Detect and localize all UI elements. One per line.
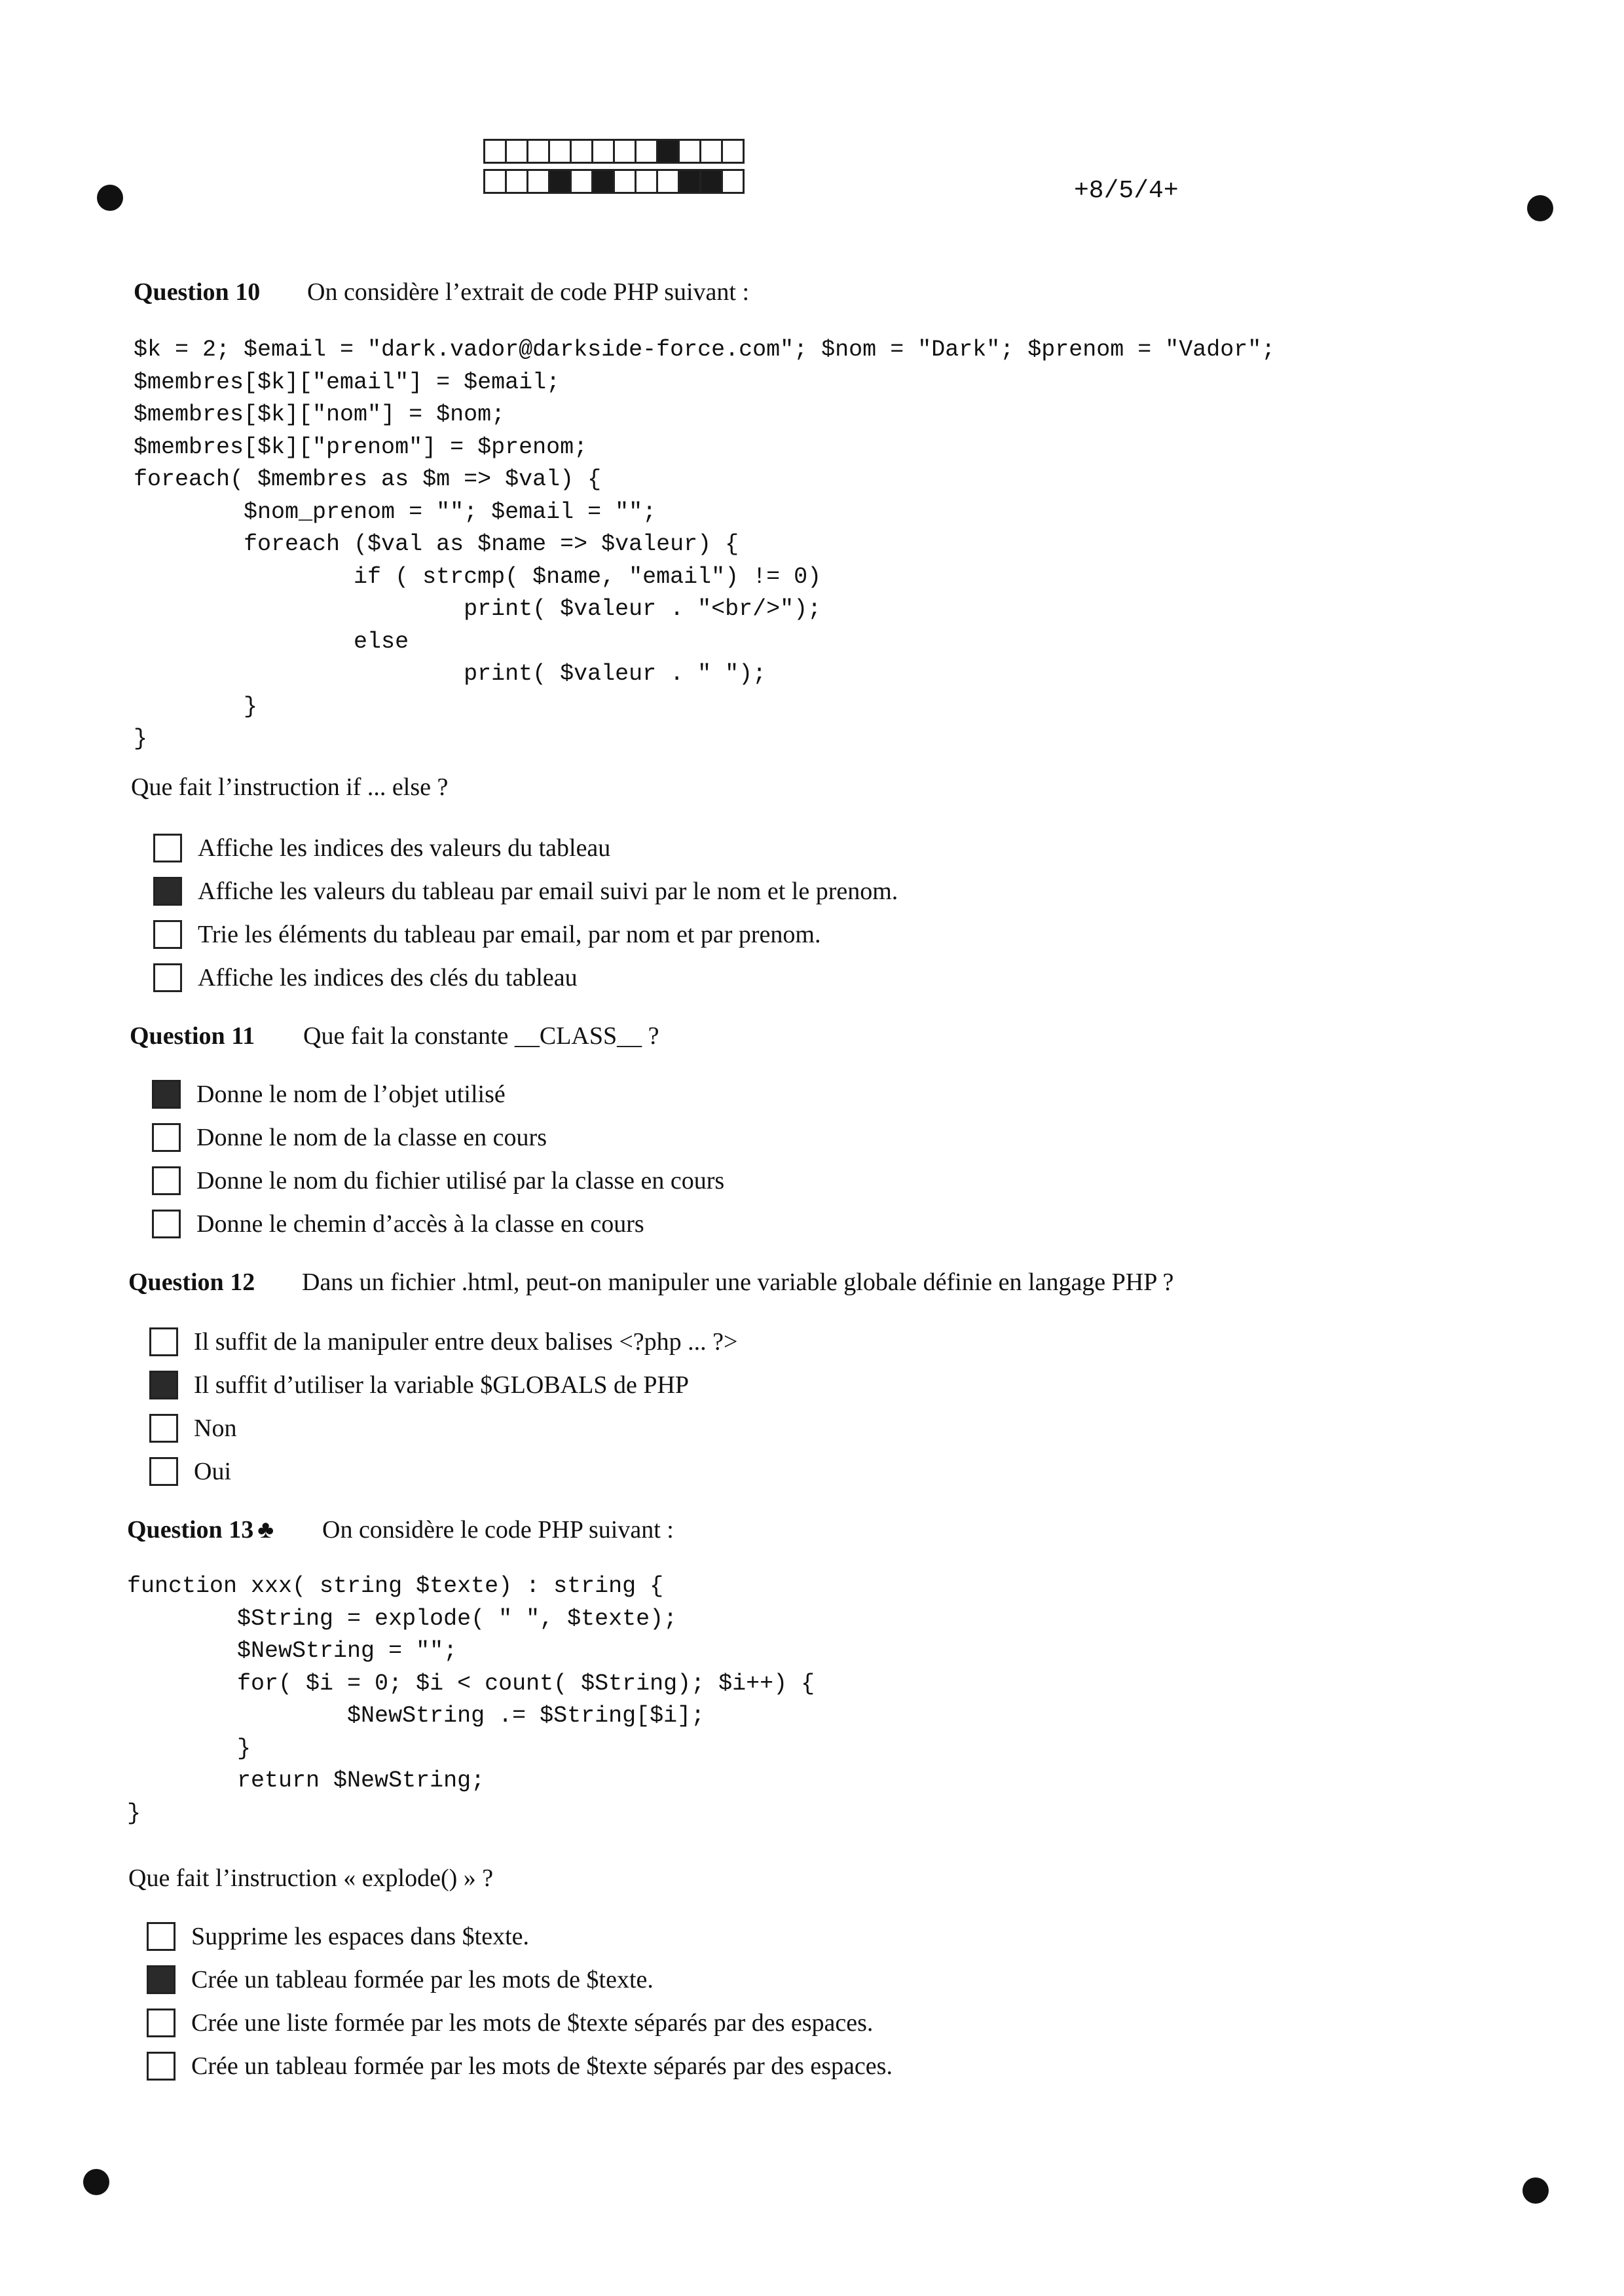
code-cell [526,139,550,164]
code-cell [570,169,593,194]
answer-text: Affiche les indices des clés du tableau [198,964,578,991]
question-13-label [127,1515,322,1544]
code-cell [591,169,615,194]
code-cell [548,169,572,194]
code-cell [721,169,745,194]
answer-text: Oui [194,1458,231,1485]
answer-option[interactable] [149,1320,737,1363]
code-row-1 [483,139,743,164]
code-cell [635,169,658,194]
question-11-heading [130,1022,659,1050]
answer-option[interactable] [153,870,898,913]
question-10-heading [134,278,749,306]
code-cell [483,139,507,164]
answer-text: Donne le nom de l’objet utilisé [196,1081,506,1108]
question-10-label: Question 10 [134,278,261,306]
answer-text: Non [194,1415,237,1442]
checkbox[interactable] [147,2052,175,2081]
club-icon: ♣ [257,1516,274,1544]
answer-text: Donne le nom de la classe en cours [196,1124,547,1151]
checkbox[interactable] [153,963,182,992]
code-cell [526,169,550,194]
question-10-answers [153,826,898,999]
answer-option[interactable] [147,1915,893,1958]
answer-option[interactable] [147,1958,893,2001]
code-cell [613,139,637,164]
code-cell [483,169,507,194]
checkbox[interactable] [152,1210,181,1238]
question-13-text: On considère le code PHP suivant : [322,1516,674,1544]
registration-mark-bottom-right [1522,2177,1549,2204]
checkbox-checked[interactable] [153,877,182,906]
question-10-code: $k = 2; $email = "dark.vador@darkside-force.com"; $nom = "Dark"; $prenom = "Vador"; $membres[$k]["email"] = $email; $membres[$k]["nom"] = $nom; $membres[$k]["prenom"] = $prenom; foreach( $membres as $m => $val) { $nom_prenom = ""; $email = ""; foreach ($val as $name => $valeur) { if ( strcmp( $name, "email") != 0) print( $valeur . "<br/>"); else print( $valeur . " "); } } [134,337,1276,752]
question-10-prompt: Que fait l’instruction if ... else ? [131,773,449,801]
question-12-label: Question 12 [128,1268,255,1296]
code-cell [570,139,593,164]
registration-mark-top-right [1527,195,1553,221]
answer-text: Trie les éléments du tableau par email, par nom et par prenom. [198,921,821,948]
answer-option[interactable] [147,2045,893,2088]
answer-option[interactable] [149,1363,737,1407]
answer-text: Il suffit de la manipuler entre deux balises <?php ... ?> [194,1328,738,1356]
code-cell [699,169,723,194]
checkbox[interactable] [153,834,182,862]
question-12-text: Dans un fichier .html, peut-on manipuler une variable globale définie en langage PHP ? [302,1268,1174,1296]
answer-text: Affiche les valeurs du tableau par email suivi par le nom et le prenom. [198,878,898,905]
checkbox[interactable] [152,1123,181,1152]
answer-text: Supprime les espaces dans $texte. [191,1923,530,1950]
checkbox[interactable] [149,1327,178,1356]
checkbox-checked[interactable] [152,1080,181,1109]
answer-option[interactable] [149,1450,737,1493]
code-cell [548,139,572,164]
answer-option[interactable] [152,1116,724,1159]
page-id: +8/5/4+ [1074,177,1179,205]
question-11-answers [152,1073,724,1246]
question-13-number: Question 13 [127,1516,254,1544]
answer-text: Affiche les indices des valeurs du tableau [198,834,611,862]
code-cell [656,139,680,164]
answer-option[interactable] [149,1407,737,1450]
answer-option[interactable] [153,913,898,956]
question-13-prompt: Que fait l’instruction « explode() » ? [128,1864,494,1892]
question-12-heading [128,1268,1173,1297]
code-cell [721,139,745,164]
registration-mark-bottom-left [83,2169,109,2195]
question-11-text: Que fait la constante __CLASS__ ? [303,1022,659,1050]
answer-option[interactable] [152,1159,724,1202]
answer-text: Donne le chemin d’accès à la classe en cours [196,1210,644,1238]
code-row-2 [483,169,743,194]
checkbox[interactable] [147,1922,175,1951]
question-10-text: On considère l’extrait de code PHP suivant : [307,278,750,306]
page-identification-code [483,139,743,199]
answer-option[interactable] [153,956,898,999]
answer-option[interactable] [152,1202,724,1246]
answer-text: Donne le nom du fichier utilisé par la classe en cours [196,1167,725,1194]
question-12-answers [149,1320,737,1493]
checkbox[interactable] [149,1414,178,1443]
question-13-code: function xxx( string $texte) : string { $String = explode( " ", $texte); $NewString = ""; for( $i = 0; $i < count( $String); $i++) { $NewString .= $String[$i]; } return $NewString; } [127,1573,815,1826]
code-cell [613,169,637,194]
answer-text: Crée une liste formée par les mots de $texte séparés par des espaces. [191,2009,874,2037]
question-13-answers [147,1915,893,2088]
answer-text: Crée un tableau formée par les mots de $texte. [191,1966,654,1993]
code-cell [505,139,528,164]
checkbox-checked[interactable] [147,1965,175,1994]
code-cell [505,169,528,194]
answer-option[interactable] [153,826,898,870]
answer-option[interactable] [147,2001,893,2045]
checkbox[interactable] [152,1166,181,1195]
question-11-label: Question 11 [130,1022,255,1050]
code-cell [678,139,701,164]
registration-mark-top-left [97,185,123,211]
code-cell [591,139,615,164]
question-13-heading [127,1515,674,1544]
code-cell [635,139,658,164]
checkbox-checked[interactable] [149,1371,178,1399]
code-cell [678,169,701,194]
checkbox[interactable] [149,1457,178,1486]
code-cell [699,139,723,164]
checkbox[interactable] [153,920,182,949]
checkbox[interactable] [147,2009,175,2037]
answer-text: Il suffit d’utiliser la variable $GLOBALS de PHP [194,1371,690,1399]
code-cell [656,169,680,194]
answer-option[interactable] [152,1073,724,1116]
answer-text: Crée un tableau formée par les mots de $texte séparés par des espaces. [191,2052,893,2080]
